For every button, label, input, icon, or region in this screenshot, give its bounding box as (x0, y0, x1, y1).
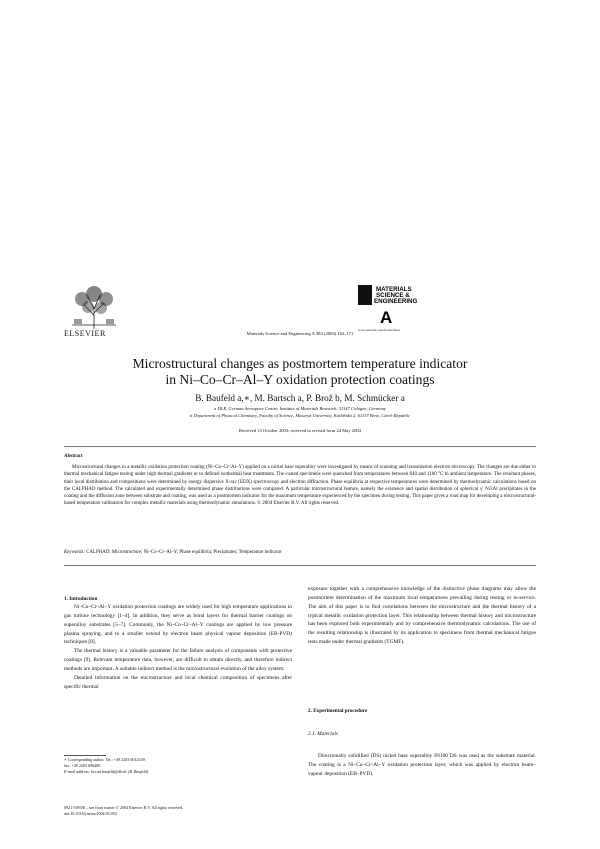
abstract-body (64, 464, 536, 508)
title-line-2: in Ni–Co–Cr–Al–Y oxidation protection coatings (165, 372, 435, 387)
paragraph: Ni–Co–Cr–Al–Y oxidation protection coatings are widely used for high temperature applications in gas turbine technology [1–4]. In addition, they serve as bond layers for thermal barrier coatings on superalloy substrates [5–7]. Commonly, the Ni–Co–Cr–Al–Y coatings are applied by low pressure plasma spraying, and to a smaller extend by electron beam physical vapour deposition (EB-PVD) techniques [8]. (64, 604, 292, 646)
keywords-text: CALPHAD; Microstructure; Ni–Co–Cr–Al–Y; Phase equilibria; Precipitates; Temperature indicator (86, 550, 282, 555)
affiliation-a: a DLR, German Aerospace Centre, Institute of Materials Research, 51147 Cologne, Germany (214, 406, 386, 411)
author-list: B. Baufeld a,∗, M. Bartsch a, P. Brož b, M. Schmücker a (195, 393, 405, 403)
section-1-heading: 1. Introduction (64, 596, 98, 602)
journal-logo (356, 283, 418, 329)
abstract-text: Microstructural changes in a metallic oxidation protection coating (Ni–Co–Cr–Al–Y) applied on a nickel base superalloy were investigated by means of scanning and transmission electron microscopy. The changes are due either to thermal mechanical fatigue testing under high thermal gradients or to defined isothermal heat treatments. The coated specimens were quenched from temperatures between 840 and 1100 °C to ambient temperature. The resultant phases, their local distribution and compositions were determined by energy dispersive X-ray (EDX) spectroscopy and electron diffraction. Phase equilibria at respective temperatures were determined by thermodynamic calculations based on the CALPHAD method. The calculated and experimentally determined phase distributions were compared. A particular microstructural feature, namely the existence and spatial distribution of spherical γ′ Ni3Al precipitates in the coating and the diffusion zone between substrate and coating, was used as a postmortem indicator for the maximum temperature experienced by the specimen during testing. This paper gives a road map for developing a microstructural-based temperature calibration for complex metallic materials using thermodynamic simulations. (64, 465, 536, 507)
elsevier-tree-logo (66, 285, 122, 329)
subsection-2-1-heading: 2.1. Materials (308, 731, 338, 737)
right-column-body (308, 585, 536, 647)
front-matter-line (64, 805, 292, 817)
paragraph: Detailed information on the microstructure and local chemical composition of specimens after specific thermal (64, 674, 292, 690)
logo-line-1: MATERIALS (376, 286, 412, 293)
abstract-heading: Abstract (64, 454, 83, 459)
journal-url: www.elsevier.com/locate/msea (358, 328, 400, 332)
left-column-body (64, 603, 292, 691)
title-line-1: Microstructural changes as postmortem temperature indicator (132, 356, 468, 371)
footnote-corresponding: ∗ Corresponding author. Tel.: +49 2203 6012439; (64, 757, 146, 762)
section-2-heading: 2. Experimental procedure (308, 708, 368, 714)
logo-line-2: SCIENCE & (376, 292, 410, 299)
paper-title (60, 356, 540, 388)
keywords-line (64, 550, 536, 555)
bottom-rule (64, 565, 536, 566)
logo-line-3: ENGINEERING (374, 298, 418, 305)
doi-line: doi:10.1016/j.msea.2004.05.052 (64, 811, 117, 816)
publisher-name: ELSEVIER (64, 329, 106, 338)
footnote-email: E-mail address: bernd.baufeld@dlr.de (B. Baufeld). (64, 769, 150, 775)
logo-letter: A (380, 308, 393, 327)
paragraph: The thermal history is a valuable parameter for the failure analysis of components with protective coatings [9]. Relevant temperature data, however, are difficult to obtain directly, and therefore indirect methods are important. A suitable indirect method is the microstructural evolution of the alloy system. (64, 648, 292, 672)
affiliation-b: b Department of Physical Chemistry, Faculty of Science, Masaryk University, Kotlářská 2, 61137 Brno, Czech Republic (189, 413, 411, 418)
abstract-copyright: © 2004 Elsevier B.V. All rights reserved. (257, 501, 340, 507)
paragraph: exposure together with a comprehensive knowledge of the distinctive phase diagrams may allow the postmortem determination of the maximum local temperatures prevailing during testing or in-service. The aim of this paper is to find correlations between the microstructure and the thermal history of a typical metallic oxidation protection layer. This relationship between thermal history and microstructure has been explored both experimentally and by comprehensive thermodynamic calculations. The use of the resulting relationship is illustrated by its application to specimens from thermal mechanical fatigue tests made under thermal gradients (TGMF). (308, 586, 536, 646)
received-dates: Received 13 October 2003; received in revised form 24 May 2004 (239, 428, 361, 433)
section-2-body (308, 752, 536, 779)
paragraph: Directionally solidified (DS) nickel base superalloy IN100 DS was used as the substrate material. The coating is a Ni–Co–Cr–Al–Y oxidation protection layer, which was applied by electron beam–vapour deposition (EB–PVD). (308, 753, 536, 777)
issn-line: 0921-5093/$ – see front matter © 2004 Elsevier B.V. All rights reserved. (64, 805, 184, 810)
footnote (64, 757, 292, 776)
top-rule (64, 446, 536, 447)
journal-reference: Materials Science and Engineering A 384 (2004) 162–171 (246, 331, 354, 336)
footnote-rule (64, 755, 106, 756)
footnote-fax: fax: +49 2203 696480. (64, 763, 102, 769)
keywords-label: Keywords: (64, 550, 86, 555)
